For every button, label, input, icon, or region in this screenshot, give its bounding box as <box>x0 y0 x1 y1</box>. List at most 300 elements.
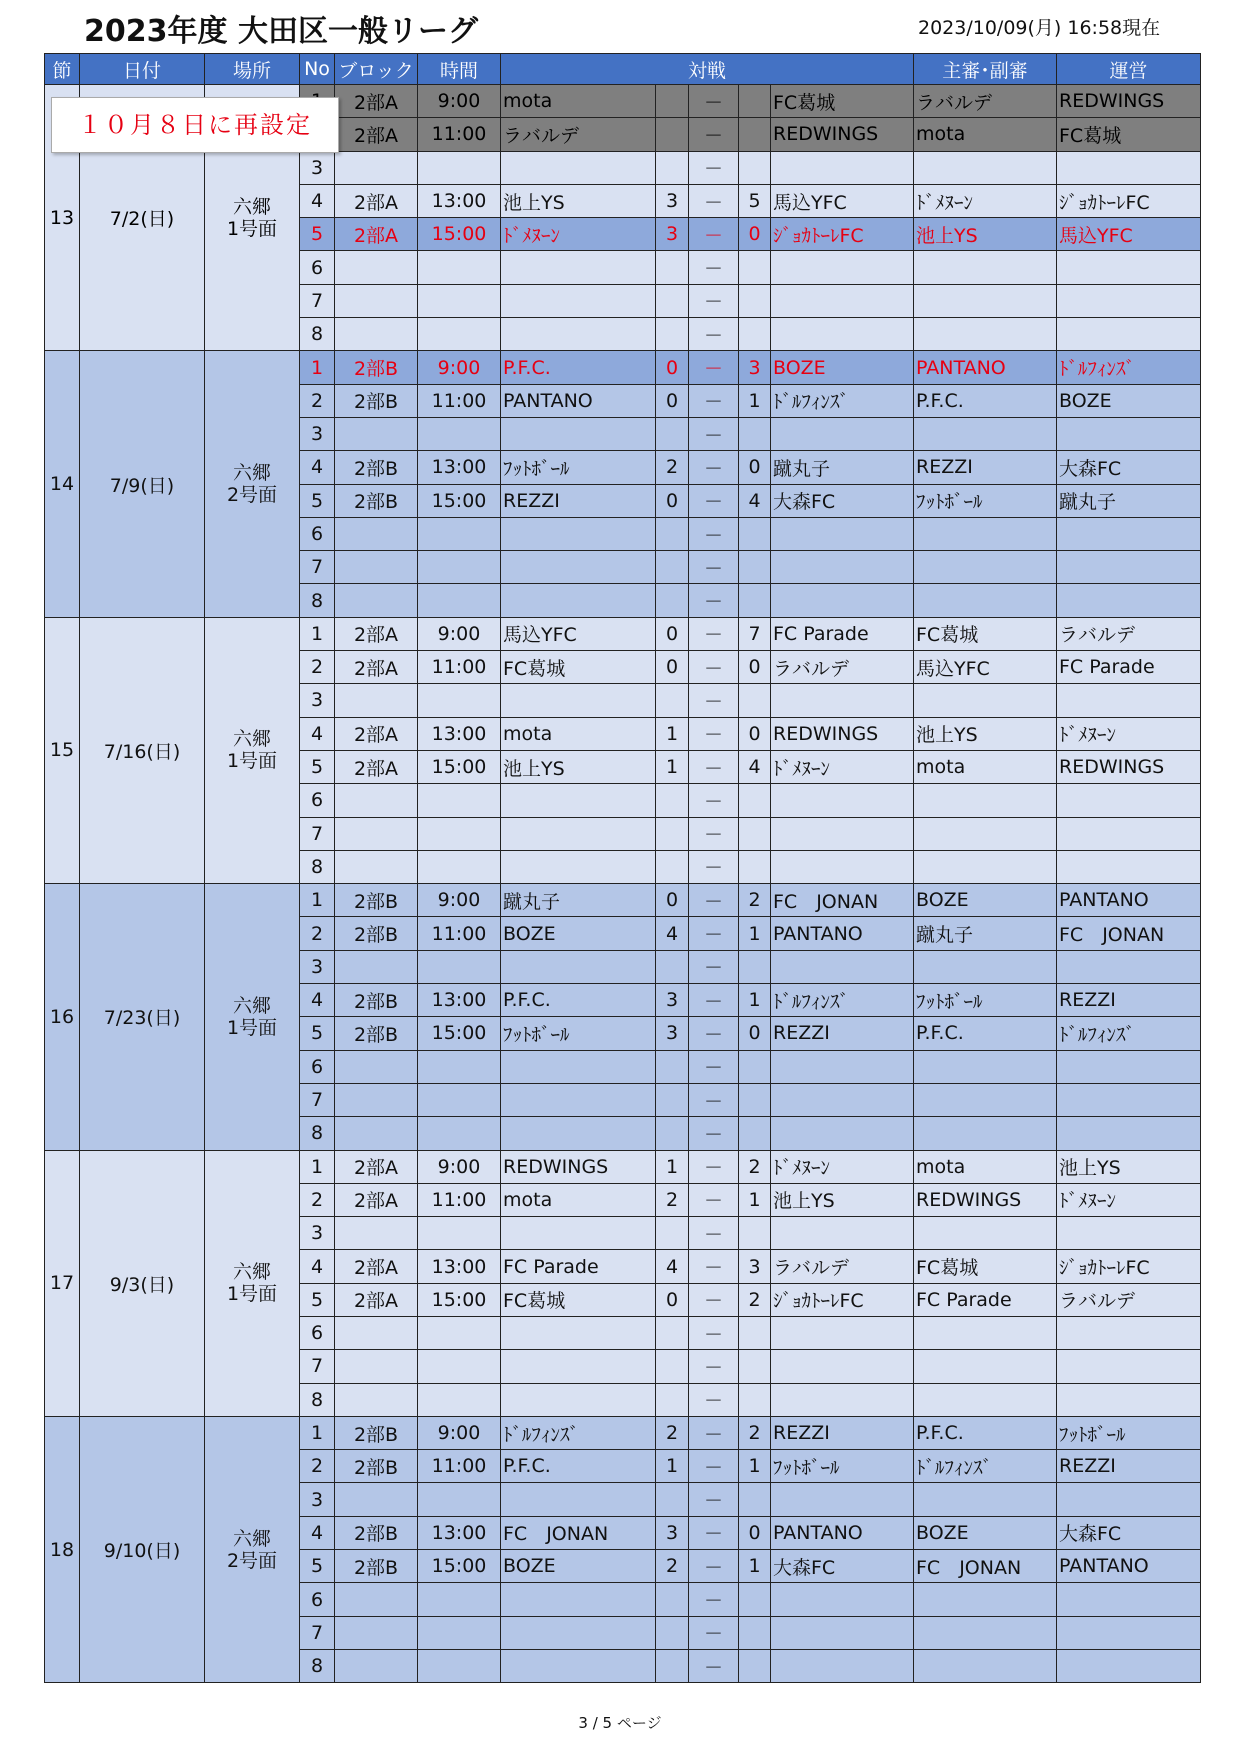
home-team <box>501 1083 656 1116</box>
home-score: 2 <box>656 451 689 484</box>
kickoff-time: 9:00 <box>418 351 501 384</box>
kickoff-time: 15:00 <box>418 750 501 783</box>
referee: mota <box>914 750 1057 783</box>
score-dash: － <box>689 417 739 450</box>
home-team <box>501 584 656 617</box>
staff: ラバルデ <box>1057 617 1201 650</box>
away-score <box>739 284 771 317</box>
away-score <box>739 817 771 850</box>
score-dash: － <box>689 85 739 118</box>
block: 2部B <box>335 384 418 417</box>
home-score: 4 <box>656 1250 689 1283</box>
block: 2部A <box>335 1183 418 1216</box>
venue-line: 六郷 <box>232 195 271 218</box>
score-dash: － <box>689 1017 739 1050</box>
home-score: 3 <box>656 184 689 217</box>
away-team <box>771 551 914 584</box>
block <box>335 318 418 351</box>
referee <box>914 1217 1057 1250</box>
home-team <box>501 1050 656 1083</box>
referee: REDWINGS <box>914 1183 1057 1216</box>
match-no: 3 <box>300 417 335 450</box>
home-team <box>501 517 656 550</box>
referee: mota <box>914 118 1057 151</box>
away-score <box>739 1649 771 1682</box>
referee <box>914 1350 1057 1383</box>
match-no: 7 <box>300 1083 335 1116</box>
staff <box>1057 284 1201 317</box>
staff <box>1057 817 1201 850</box>
referee <box>914 784 1057 817</box>
block <box>335 1083 418 1116</box>
match-no: 2 <box>300 917 335 950</box>
away-score: 1 <box>739 917 771 950</box>
score-dash: － <box>689 517 739 550</box>
score-dash: － <box>689 1350 739 1383</box>
away-team: ｼﾞｮｶﾄｰﾚFC <box>771 218 914 251</box>
staff: ｼﾞｮｶﾄｰﾚFC <box>1057 1250 1201 1283</box>
home-score <box>656 251 689 284</box>
staff <box>1057 151 1201 184</box>
away-team <box>771 151 914 184</box>
kickoff-time: 11:00 <box>418 651 501 684</box>
home-team: 池上YS <box>501 184 656 217</box>
staff <box>1057 850 1201 883</box>
away-team: ラバルデ <box>771 651 914 684</box>
home-team: P.F.C. <box>501 1450 656 1483</box>
page-number: 3 / 5 ページ <box>578 1714 662 1732</box>
away-team <box>771 1350 914 1383</box>
venue-line: 六郷 <box>232 462 271 485</box>
match-no: 2 <box>300 651 335 684</box>
score-dash: － <box>689 384 739 417</box>
block: 2部B <box>335 1416 418 1449</box>
away-score: 3 <box>739 351 771 384</box>
away-team: FC葛城 <box>771 85 914 118</box>
away-team: BOZE <box>771 351 914 384</box>
staff: ﾄﾞﾙﾌｨﾝｽﾞ <box>1057 351 1201 384</box>
header-setsu: 節 <box>45 54 80 85</box>
away-score: 2 <box>739 1416 771 1449</box>
score-dash: － <box>689 1483 739 1516</box>
referee: mota <box>914 1150 1057 1183</box>
away-team <box>771 850 914 883</box>
away-score <box>739 950 771 983</box>
match-no: 7 <box>300 817 335 850</box>
home-team <box>501 1316 656 1349</box>
home-team: mota <box>501 717 656 750</box>
kickoff-time <box>418 1083 501 1116</box>
match-date: 9/10(日) <box>80 1416 205 1682</box>
away-team <box>771 251 914 284</box>
score-dash: － <box>689 118 739 151</box>
staff: 池上YS <box>1057 1150 1201 1183</box>
match-no: 1 <box>300 1150 335 1183</box>
away-score <box>739 784 771 817</box>
home-score: 0 <box>656 484 689 517</box>
home-team: 蹴丸子 <box>501 884 656 917</box>
home-team: ﾌｯﾄﾎﾞｰﾙ <box>501 451 656 484</box>
away-score: 1 <box>739 1183 771 1216</box>
block <box>335 1316 418 1349</box>
block <box>335 684 418 717</box>
away-team <box>771 417 914 450</box>
block: 2部B <box>335 884 418 917</box>
home-score <box>656 1217 689 1250</box>
home-score: 1 <box>656 1450 689 1483</box>
block: 2部A <box>335 717 418 750</box>
block <box>335 1383 418 1416</box>
away-score <box>739 517 771 550</box>
home-team: P.F.C. <box>501 984 656 1017</box>
kickoff-time: 15:00 <box>418 218 501 251</box>
away-team <box>771 318 914 351</box>
away-team: 大森FC <box>771 484 914 517</box>
kickoff-time: 11:00 <box>418 1450 501 1483</box>
block: 2部B <box>335 351 418 384</box>
venue-line: 1号面 <box>226 1016 278 1039</box>
referee: P.F.C. <box>914 384 1057 417</box>
round-number: 14 <box>45 351 80 617</box>
kickoff-time: 15:00 <box>418 1017 501 1050</box>
staff <box>1057 1583 1201 1616</box>
home-team: mota <box>501 85 656 118</box>
score-dash: － <box>689 351 739 384</box>
staff <box>1057 318 1201 351</box>
referee <box>914 1583 1057 1616</box>
away-team <box>771 817 914 850</box>
away-score <box>739 1583 771 1616</box>
score-dash: － <box>689 284 739 317</box>
staff <box>1057 1050 1201 1083</box>
referee: ﾄﾞﾒﾇｰﾝ <box>914 184 1057 217</box>
referee: BOZE <box>914 1516 1057 1549</box>
referee: FC葛城 <box>914 617 1057 650</box>
away-score: 0 <box>739 1017 771 1050</box>
venue-line: 六郷 <box>232 1527 271 1550</box>
staff: 大森FC <box>1057 451 1201 484</box>
kickoff-time: 9:00 <box>418 884 501 917</box>
home-team: BOZE <box>501 1550 656 1583</box>
kickoff-time: 9:00 <box>418 1150 501 1183</box>
away-team: ﾄﾞﾙﾌｨﾝｽﾞ <box>771 384 914 417</box>
away-score: 1 <box>739 1450 771 1483</box>
header-date: 日付 <box>80 54 205 85</box>
home-team: FC葛城 <box>501 1283 656 1316</box>
header-match: 対戦 <box>501 54 914 85</box>
away-team: REZZI <box>771 1416 914 1449</box>
kickoff-time <box>418 1483 501 1516</box>
home-score <box>656 284 689 317</box>
kickoff-time <box>418 1117 501 1150</box>
kickoff-time <box>418 584 501 617</box>
staff <box>1057 1649 1201 1682</box>
venue-line: 1号面 <box>226 750 278 773</box>
staff <box>1057 1083 1201 1116</box>
referee <box>914 1483 1057 1516</box>
referee: P.F.C. <box>914 1416 1057 1449</box>
referee: P.F.C. <box>914 1017 1057 1050</box>
block <box>335 1583 418 1616</box>
away-score: 7 <box>739 617 771 650</box>
home-score <box>656 118 689 151</box>
match-no: 8 <box>300 1117 335 1150</box>
away-score: 4 <box>739 750 771 783</box>
away-score: 2 <box>739 1283 771 1316</box>
header-time: 時間 <box>418 54 501 85</box>
away-score: 0 <box>739 451 771 484</box>
score-dash: － <box>689 884 739 917</box>
away-team: REDWINGS <box>771 118 914 151</box>
block: 2部B <box>335 984 418 1017</box>
home-score: 1 <box>656 1150 689 1183</box>
referee <box>914 817 1057 850</box>
away-team: ﾄﾞﾙﾌｨﾝｽﾞ <box>771 984 914 1017</box>
staff: 馬込YFC <box>1057 218 1201 251</box>
away-score <box>739 1217 771 1250</box>
staff: FC葛城 <box>1057 118 1201 151</box>
venue <box>205 351 300 617</box>
venue <box>205 884 300 1150</box>
home-score: 0 <box>656 384 689 417</box>
venue <box>205 1416 300 1682</box>
kickoff-time <box>418 784 501 817</box>
away-score: 1 <box>739 384 771 417</box>
home-team <box>501 1583 656 1616</box>
home-score: 2 <box>656 1550 689 1583</box>
block <box>335 1217 418 1250</box>
home-score <box>656 151 689 184</box>
match-no: 3 <box>300 1483 335 1516</box>
referee <box>914 850 1057 883</box>
home-team <box>501 850 656 883</box>
home-team: ﾌｯﾄﾎﾞｰﾙ <box>501 1017 656 1050</box>
venue-line: 2号面 <box>226 1549 278 1572</box>
kickoff-time: 11:00 <box>418 118 501 151</box>
match-no: 4 <box>300 1250 335 1283</box>
home-team <box>501 817 656 850</box>
block: 2部B <box>335 1450 418 1483</box>
staff: REZZI <box>1057 1450 1201 1483</box>
away-score: 0 <box>739 218 771 251</box>
referee <box>914 1050 1057 1083</box>
kickoff-time <box>418 551 501 584</box>
score-dash: － <box>689 151 739 184</box>
score-dash: － <box>689 817 739 850</box>
match-no: 3 <box>300 950 335 983</box>
score-dash: － <box>689 684 739 717</box>
home-team: REDWINGS <box>501 1150 656 1183</box>
home-score <box>656 85 689 118</box>
staff: FC Parade <box>1057 651 1201 684</box>
match-no: 6 <box>300 784 335 817</box>
referee <box>914 1649 1057 1682</box>
home-score <box>656 1616 689 1649</box>
kickoff-time: 15:00 <box>418 1550 501 1583</box>
away-team: FC Parade <box>771 617 914 650</box>
match-no: 4 <box>300 451 335 484</box>
away-score <box>739 417 771 450</box>
match-no: 8 <box>300 1649 335 1682</box>
match-row <box>45 617 1201 650</box>
away-team: ﾌｯﾄﾎﾞｰﾙ <box>771 1450 914 1483</box>
schedule-body <box>45 85 1201 1683</box>
staff <box>1057 950 1201 983</box>
header-block: ブロック <box>335 54 418 85</box>
referee: ﾄﾞﾙﾌｨﾝｽﾞ <box>914 1450 1057 1483</box>
staff: 大森FC <box>1057 1516 1201 1549</box>
page-title: 2023年度 大田区一般リーグ <box>84 14 478 49</box>
home-score <box>656 1583 689 1616</box>
home-team: ﾄﾞﾙﾌｨﾝｽﾞ <box>501 1416 656 1449</box>
kickoff-time <box>418 950 501 983</box>
score-dash: － <box>689 1050 739 1083</box>
match-date: 7/2(日) <box>80 85 205 351</box>
match-no: 5 <box>300 1550 335 1583</box>
block <box>335 1649 418 1682</box>
score-dash: － <box>689 318 739 351</box>
away-team <box>771 1383 914 1416</box>
home-score: 0 <box>656 884 689 917</box>
header-referee: 主審･副審 <box>914 54 1057 85</box>
kickoff-time: 15:00 <box>418 1283 501 1316</box>
home-score <box>656 850 689 883</box>
staff: 蹴丸子 <box>1057 484 1201 517</box>
score-dash: － <box>689 551 739 584</box>
away-score: 5 <box>739 184 771 217</box>
referee <box>914 517 1057 550</box>
referee <box>914 1117 1057 1150</box>
home-team <box>501 251 656 284</box>
away-score: 2 <box>739 1150 771 1183</box>
block <box>335 784 418 817</box>
home-score <box>656 1050 689 1083</box>
kickoff-time <box>418 318 501 351</box>
referee: 池上YS <box>914 717 1057 750</box>
venue <box>205 617 300 883</box>
away-team <box>771 1483 914 1516</box>
away-score: 2 <box>739 884 771 917</box>
match-no: 5 <box>300 484 335 517</box>
away-score: 1 <box>739 984 771 1017</box>
kickoff-time: 13:00 <box>418 1516 501 1549</box>
home-score <box>656 1649 689 1682</box>
kickoff-time: 11:00 <box>418 917 501 950</box>
kickoff-time: 11:00 <box>418 384 501 417</box>
match-no: 1 <box>300 351 335 384</box>
away-score <box>739 1083 771 1116</box>
block <box>335 1616 418 1649</box>
score-dash: － <box>689 1450 739 1483</box>
match-no: 3 <box>300 151 335 184</box>
match-no: 7 <box>300 1616 335 1649</box>
staff <box>1057 517 1201 550</box>
block <box>335 1483 418 1516</box>
schedule-table <box>44 53 1201 1683</box>
away-score <box>739 551 771 584</box>
home-team <box>501 151 656 184</box>
home-score <box>656 1483 689 1516</box>
round-number: 17 <box>45 1150 80 1416</box>
home-score <box>656 417 689 450</box>
match-no: 5 <box>300 218 335 251</box>
away-team <box>771 1217 914 1250</box>
away-score <box>739 1350 771 1383</box>
home-team <box>501 284 656 317</box>
block: 2部A <box>335 218 418 251</box>
staff: ﾄﾞﾒﾇｰﾝ <box>1057 717 1201 750</box>
away-score <box>739 151 771 184</box>
referee <box>914 151 1057 184</box>
kickoff-time <box>418 151 501 184</box>
kickoff-time: 13:00 <box>418 451 501 484</box>
score-dash: － <box>689 1083 739 1116</box>
match-no: 7 <box>300 284 335 317</box>
away-score: 1 <box>739 1550 771 1583</box>
score-dash: － <box>689 717 739 750</box>
home-score: 1 <box>656 750 689 783</box>
match-no: 7 <box>300 551 335 584</box>
home-score: 0 <box>656 1283 689 1316</box>
score-dash: － <box>689 484 739 517</box>
block <box>335 517 418 550</box>
score-dash: － <box>689 750 739 783</box>
header-no: No <box>300 54 335 85</box>
kickoff-time <box>418 284 501 317</box>
away-score <box>739 1383 771 1416</box>
referee <box>914 584 1057 617</box>
score-dash: － <box>689 218 739 251</box>
away-score <box>739 1483 771 1516</box>
kickoff-time: 11:00 <box>418 1183 501 1216</box>
home-score: 2 <box>656 1416 689 1449</box>
match-no: 6 <box>300 1050 335 1083</box>
block: 2部B <box>335 451 418 484</box>
block <box>335 251 418 284</box>
block <box>335 817 418 850</box>
home-score: 0 <box>656 617 689 650</box>
block: 2部B <box>335 1017 418 1050</box>
home-score <box>656 684 689 717</box>
kickoff-time <box>418 417 501 450</box>
home-team <box>501 318 656 351</box>
away-team: 馬込YFC <box>771 184 914 217</box>
score-dash: － <box>689 1183 739 1216</box>
staff <box>1057 584 1201 617</box>
away-team <box>771 950 914 983</box>
block <box>335 284 418 317</box>
home-team: BOZE <box>501 917 656 950</box>
referee: 池上YS <box>914 218 1057 251</box>
block: 2部B <box>335 917 418 950</box>
kickoff-time <box>418 1583 501 1616</box>
match-no: 2 <box>300 384 335 417</box>
home-score <box>656 551 689 584</box>
match-no: 4 <box>300 184 335 217</box>
match-no: 5 <box>300 750 335 783</box>
kickoff-time: 9:00 <box>418 85 501 118</box>
home-team <box>501 1350 656 1383</box>
header-staff: 運営 <box>1057 54 1201 85</box>
kickoff-time: 13:00 <box>418 984 501 1017</box>
home-score <box>656 1117 689 1150</box>
match-no: 1 <box>300 884 335 917</box>
referee <box>914 417 1057 450</box>
header-row <box>45 54 1201 85</box>
round-number: 18 <box>45 1416 80 1682</box>
away-score <box>739 850 771 883</box>
staff <box>1057 251 1201 284</box>
